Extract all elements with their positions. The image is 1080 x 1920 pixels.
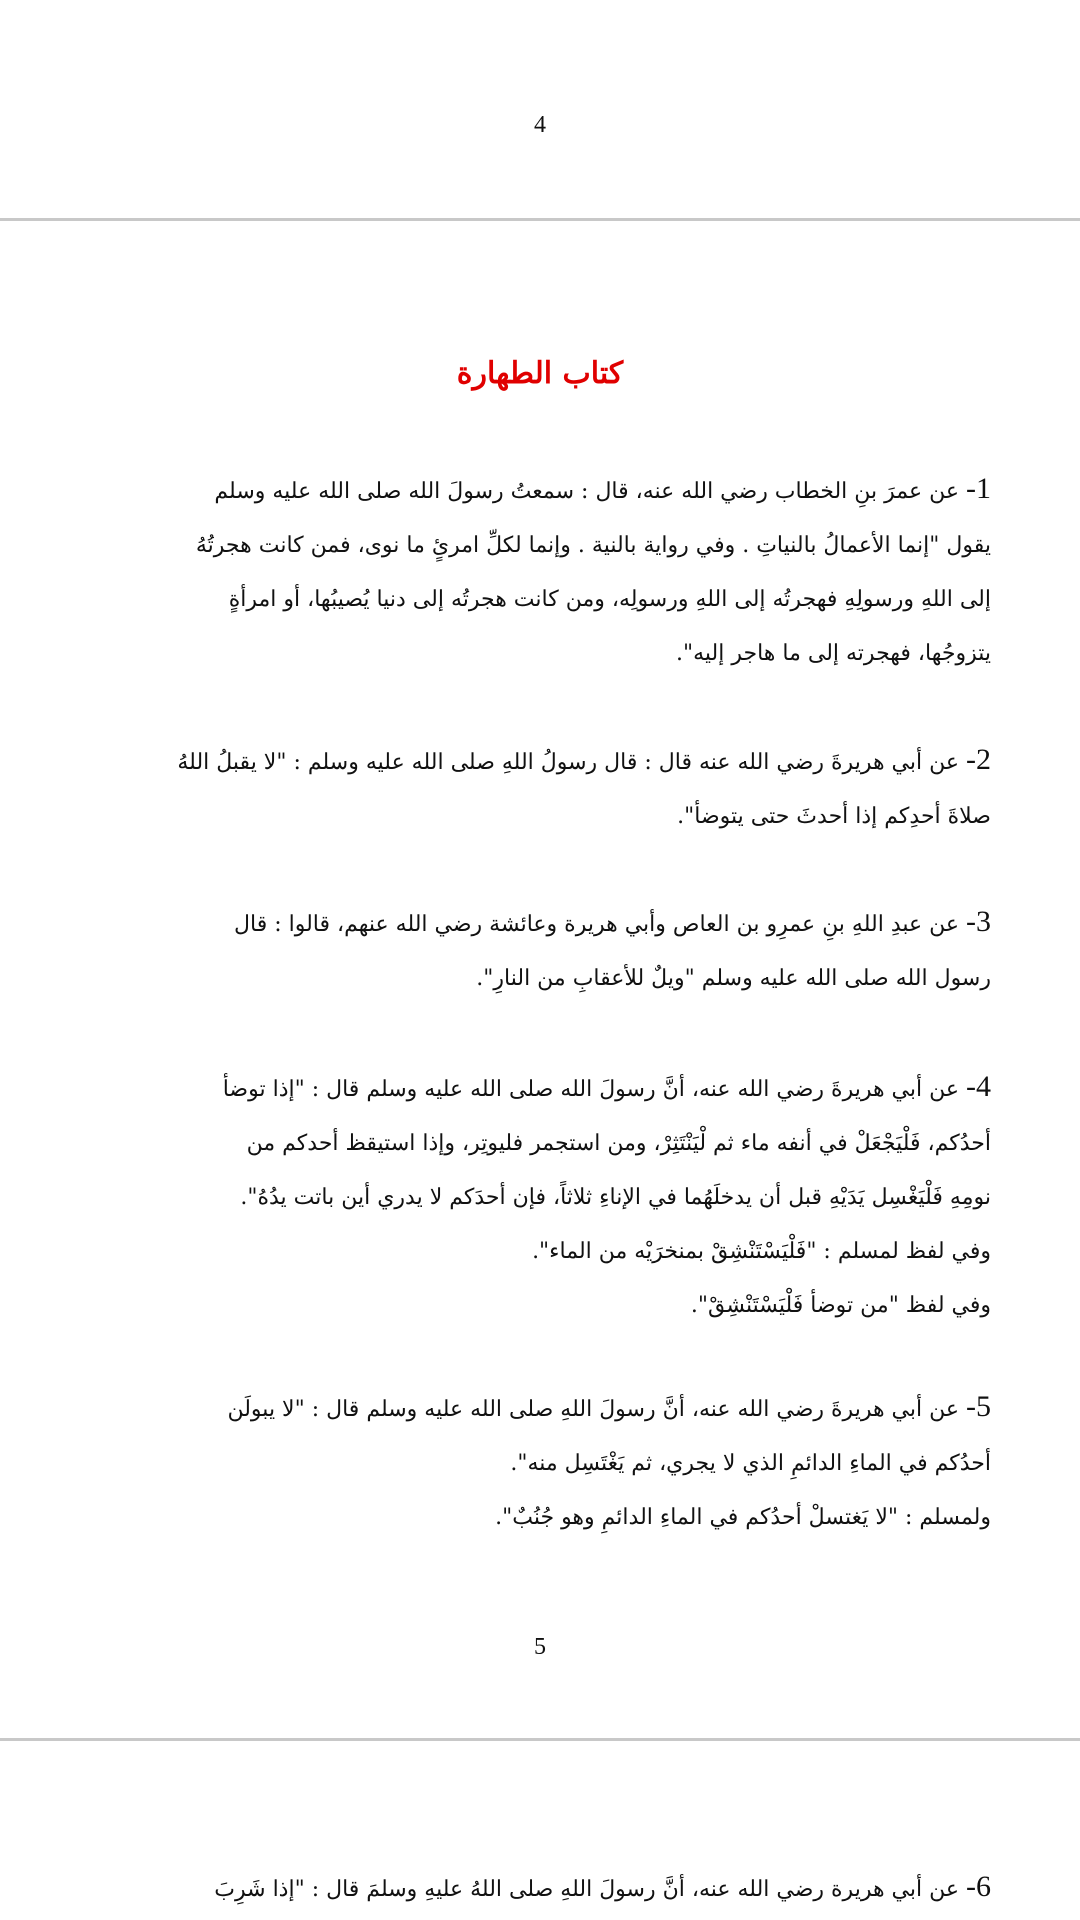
page-number-bottom: 5: [534, 1634, 546, 1660]
hadith-6-line-1: 6- عن أبي هريرة رضي الله عنه، أنَّ رسولَ اللهِ صلى اللهُ عليهِ وسلمَ قال : "إذا شَرِبَ: [214, 1870, 991, 1903]
hadith-2-line-2: صلاةَ أحدِكم إذا أحدثَ حتى يتوضأ".: [677, 804, 991, 829]
hadith-4-line-1: 4- عن أبي هريرةَ رضي الله عنه، أنَّ رسولَ الله صلى الله عليه وسلم قال : "إذا توضأ: [222, 1070, 991, 1103]
hadith-4-line-3: نومِهِ فَلْيَغْسِل يَدَيْهِ قبل أن يدخلَهُما في الإناءِ ثلاثاً، فإن أحدَكم لا يدري أين باتت يدُهُ".: [240, 1185, 991, 1210]
hadith-number: 6-: [966, 1870, 991, 1903]
hadith-number: 2-: [966, 743, 991, 776]
hadith-4-line-5: وفي لفظ "من توضأ فَلْيَسْتَنْشِقْ".: [690, 1293, 991, 1318]
hadith-number: 4-: [966, 1070, 991, 1103]
hadith-6: [175, 1860, 991, 1917]
hadith-4-line-2: أحدُكم، فَلْيَجْعَلْ في أنفه ماء ثم لْيَنْتَثِرْ، ومن استجمر فليوتِر، وإذا استيقظ أحدكم من: [246, 1131, 991, 1156]
hadith-5-line-3: ولمسلم : "لا يَغتسلْ أحدُكم في الماءِ الدائمِ وهو جُنُبٌ".: [495, 1505, 991, 1530]
hadith-number: 3-: [966, 905, 991, 938]
hadith-2-line-1: 2- عن أبي هريرةَ رضي الله عنه قال : قال رسولُ اللهِ صلى الله عليه وسلم : "لا يقبلُ اللهُ: [177, 743, 991, 776]
hadith-1: [175, 462, 991, 681]
hadith-3-line-2: رسول الله صلى الله عليه وسلم "ويلٌ للأعقابِ من النارِ".: [476, 966, 991, 991]
hadith-number: 5-: [966, 1390, 991, 1423]
hadith-1-line-1: 1- عن عمرَ بنِ الخطاب رضي الله عنه، قال : سمعتُ رسولَ الله صلى الله عليه وسلم: [214, 472, 991, 505]
hadith-3-line-1: 3- عن عبدِ اللهِ بنِ عمرِو بن العاص وأبي هريرة وعائشة رضي الله عنهم، قالوا : قال: [234, 905, 991, 938]
hadith-2: [175, 733, 991, 844]
page-number-top: 4: [534, 112, 546, 138]
section-title: كتاب الطهارة: [456, 356, 624, 391]
hadith-5-line-2: أحدُكم في الماءِ الدائمِ الذي لا يجري، ثم يَغْتَسِل منه".: [510, 1451, 991, 1476]
hadith-1-line-4: يتزوجُها، فهجرته إلى ما هاجر إليه".: [676, 641, 991, 666]
hadith-5-line-1: 5- عن أبي هريرةَ رضي الله عنه، أنَّ رسولَ اللهِ صلى الله عليه وسلم قال : "لا يبولَن: [227, 1390, 991, 1423]
hadith-4-line-4: وفي لفظ لمسلم : "فَلْيَسْتَنْشِقْ بمنخرَيْه من الماء".: [532, 1239, 991, 1264]
page-separator: [0, 218, 1080, 221]
hadith-3: [175, 895, 991, 1006]
page-separator: [0, 1738, 1080, 1741]
hadith-1-line-2: يقول "إنما الأعمالُ بالنياتِ . وفي رواية بالنية . وإنما لكلِّ امرئٍ ما نوى، فمن كانت هجرتُهُ: [195, 533, 991, 558]
hadith-number: 1-: [966, 472, 991, 505]
hadith-1-line-3: إلى اللهِ ورسولِهِ فهجرتُه إلى اللهِ ورسولِه، ومن كانت هجرتُه إلى دنيا يُصيبُها، أو امرأةٍ: [228, 587, 991, 612]
hadith-5: [175, 1380, 991, 1545]
hadith-4: [175, 1060, 991, 1333]
